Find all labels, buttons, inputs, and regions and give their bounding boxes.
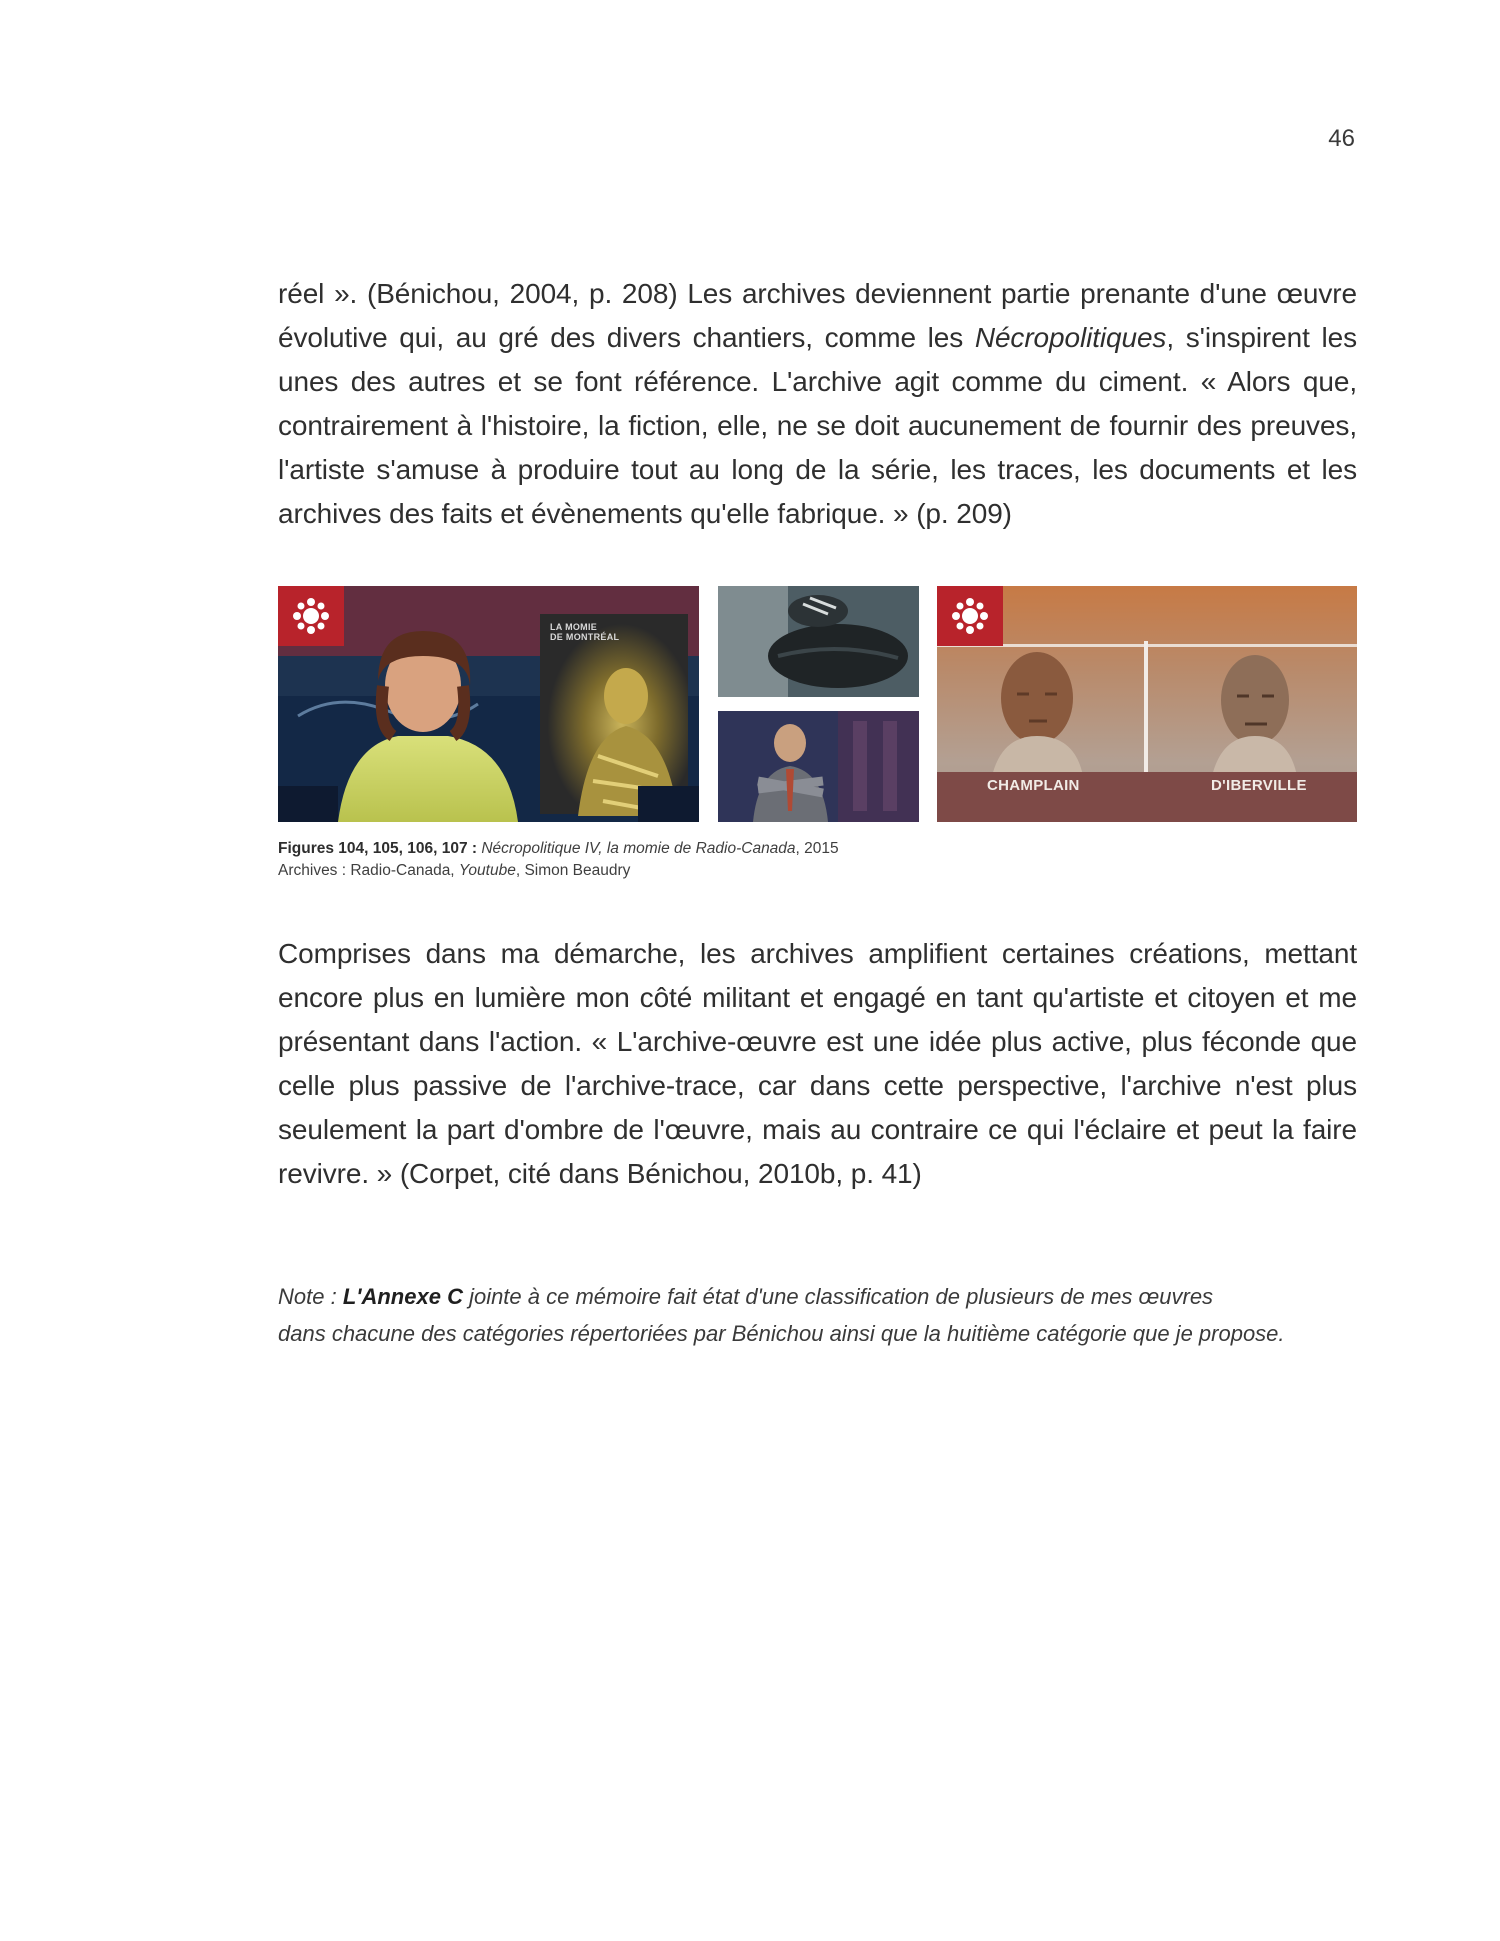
radio-canada-logo bbox=[937, 586, 1003, 646]
note-line-1-rest: jointe à ce mémoire fait état d'une classification de plusieurs de mes œuvres bbox=[462, 1284, 1214, 1309]
paragraph-1-text-a: réel ». (Bénichou, 2004, p. 208) Les archives deviennent partie prenante d'une œuvre évolutive qui, au gré des divers chantiers, comme les bbox=[278, 278, 1357, 353]
caption-archives-prefix: Archives : Radio-Canada, bbox=[278, 862, 459, 879]
label-champlain: CHAMPLAIN bbox=[987, 777, 1080, 794]
figure-105-wrapped-mummy-image bbox=[718, 586, 919, 697]
man-crossed-arms-illustration bbox=[718, 711, 919, 822]
mummy-card-title-line-2: DE MONTRÉAL bbox=[550, 632, 620, 642]
paragraph-2-text: Comprises dans ma démarche, les archives amplifient certaines créations, mettant encore plus en lumière mon côté militant et engagé en tant qu'artiste et citoyen et me présentant dans l'action. « L'archive-œuvre est une idée plus active, plus féconde que celle plus passive de l'archive-trace, car dans cette perspective, l'archive n'est plus seulement la part d'ombre de l'œuvre, mais au contraire ce qui l'éclaire et peut la faire revivre. » (Corpet, cité dans Bénichou, 2010b, p. 41) bbox=[278, 938, 1357, 1189]
radio-canada-logo bbox=[278, 586, 344, 646]
label-diberville: D'IBERVILLE bbox=[1211, 777, 1307, 794]
paragraph-1-text-b: , s'inspirent les unes des autres et se font référence. L'archive agit comme du ciment. « Alors que, contrairement à l'histoire, la fiction, elle, ne se doit aucunement de fournir des preuves, l'artiste s'amuse à produire tout au long de la série, les traces, les documents et les archives des faits et évènements qu'elle fabrique. » (p. 209) bbox=[278, 322, 1357, 529]
note-annexe-reference: L'Annexe C bbox=[342, 1284, 463, 1309]
note-block bbox=[278, 1278, 1378, 1352]
figure-caption bbox=[278, 838, 839, 882]
body-paragraph-2 bbox=[278, 932, 1357, 1196]
caption-work-title: Nécropolitique IV, la momie de Radio-Canada bbox=[481, 840, 796, 857]
page-number: 46 bbox=[1328, 125, 1355, 152]
caption-archives-suffix: , Simon Beaudry bbox=[515, 862, 631, 879]
note-prefix: Note : bbox=[278, 1284, 343, 1309]
note-line-1 bbox=[278, 1278, 1378, 1315]
wrapped-mummy-illustration bbox=[718, 586, 919, 697]
caption-line-1 bbox=[278, 838, 839, 860]
caption-year: , 2015 bbox=[795, 840, 839, 857]
figure-106-man-crossed-arms-image bbox=[718, 711, 919, 822]
caption-figure-numbers: Figures 104, 105, 106, 107 : bbox=[278, 840, 478, 857]
figure-group bbox=[278, 586, 1357, 822]
mummy-card-title-line-1: LA MOMIE bbox=[550, 622, 598, 632]
work-title-necropolitiques: Nécropolitiques bbox=[974, 322, 1167, 353]
caption-line-2 bbox=[278, 860, 839, 882]
figure-107-mummy-heads-image bbox=[937, 586, 1357, 822]
radio-canada-logo-icon bbox=[950, 596, 990, 636]
radio-canada-logo-icon bbox=[291, 596, 331, 636]
body-paragraph-1 bbox=[278, 272, 1357, 536]
figure-104-news-anchor-image bbox=[278, 586, 699, 822]
caption-youtube: Youtube bbox=[458, 862, 516, 879]
note-line-2: dans chacune des catégories répertoriées par Bénichou ainsi que la huitième catégorie que je propose. bbox=[278, 1321, 1285, 1346]
